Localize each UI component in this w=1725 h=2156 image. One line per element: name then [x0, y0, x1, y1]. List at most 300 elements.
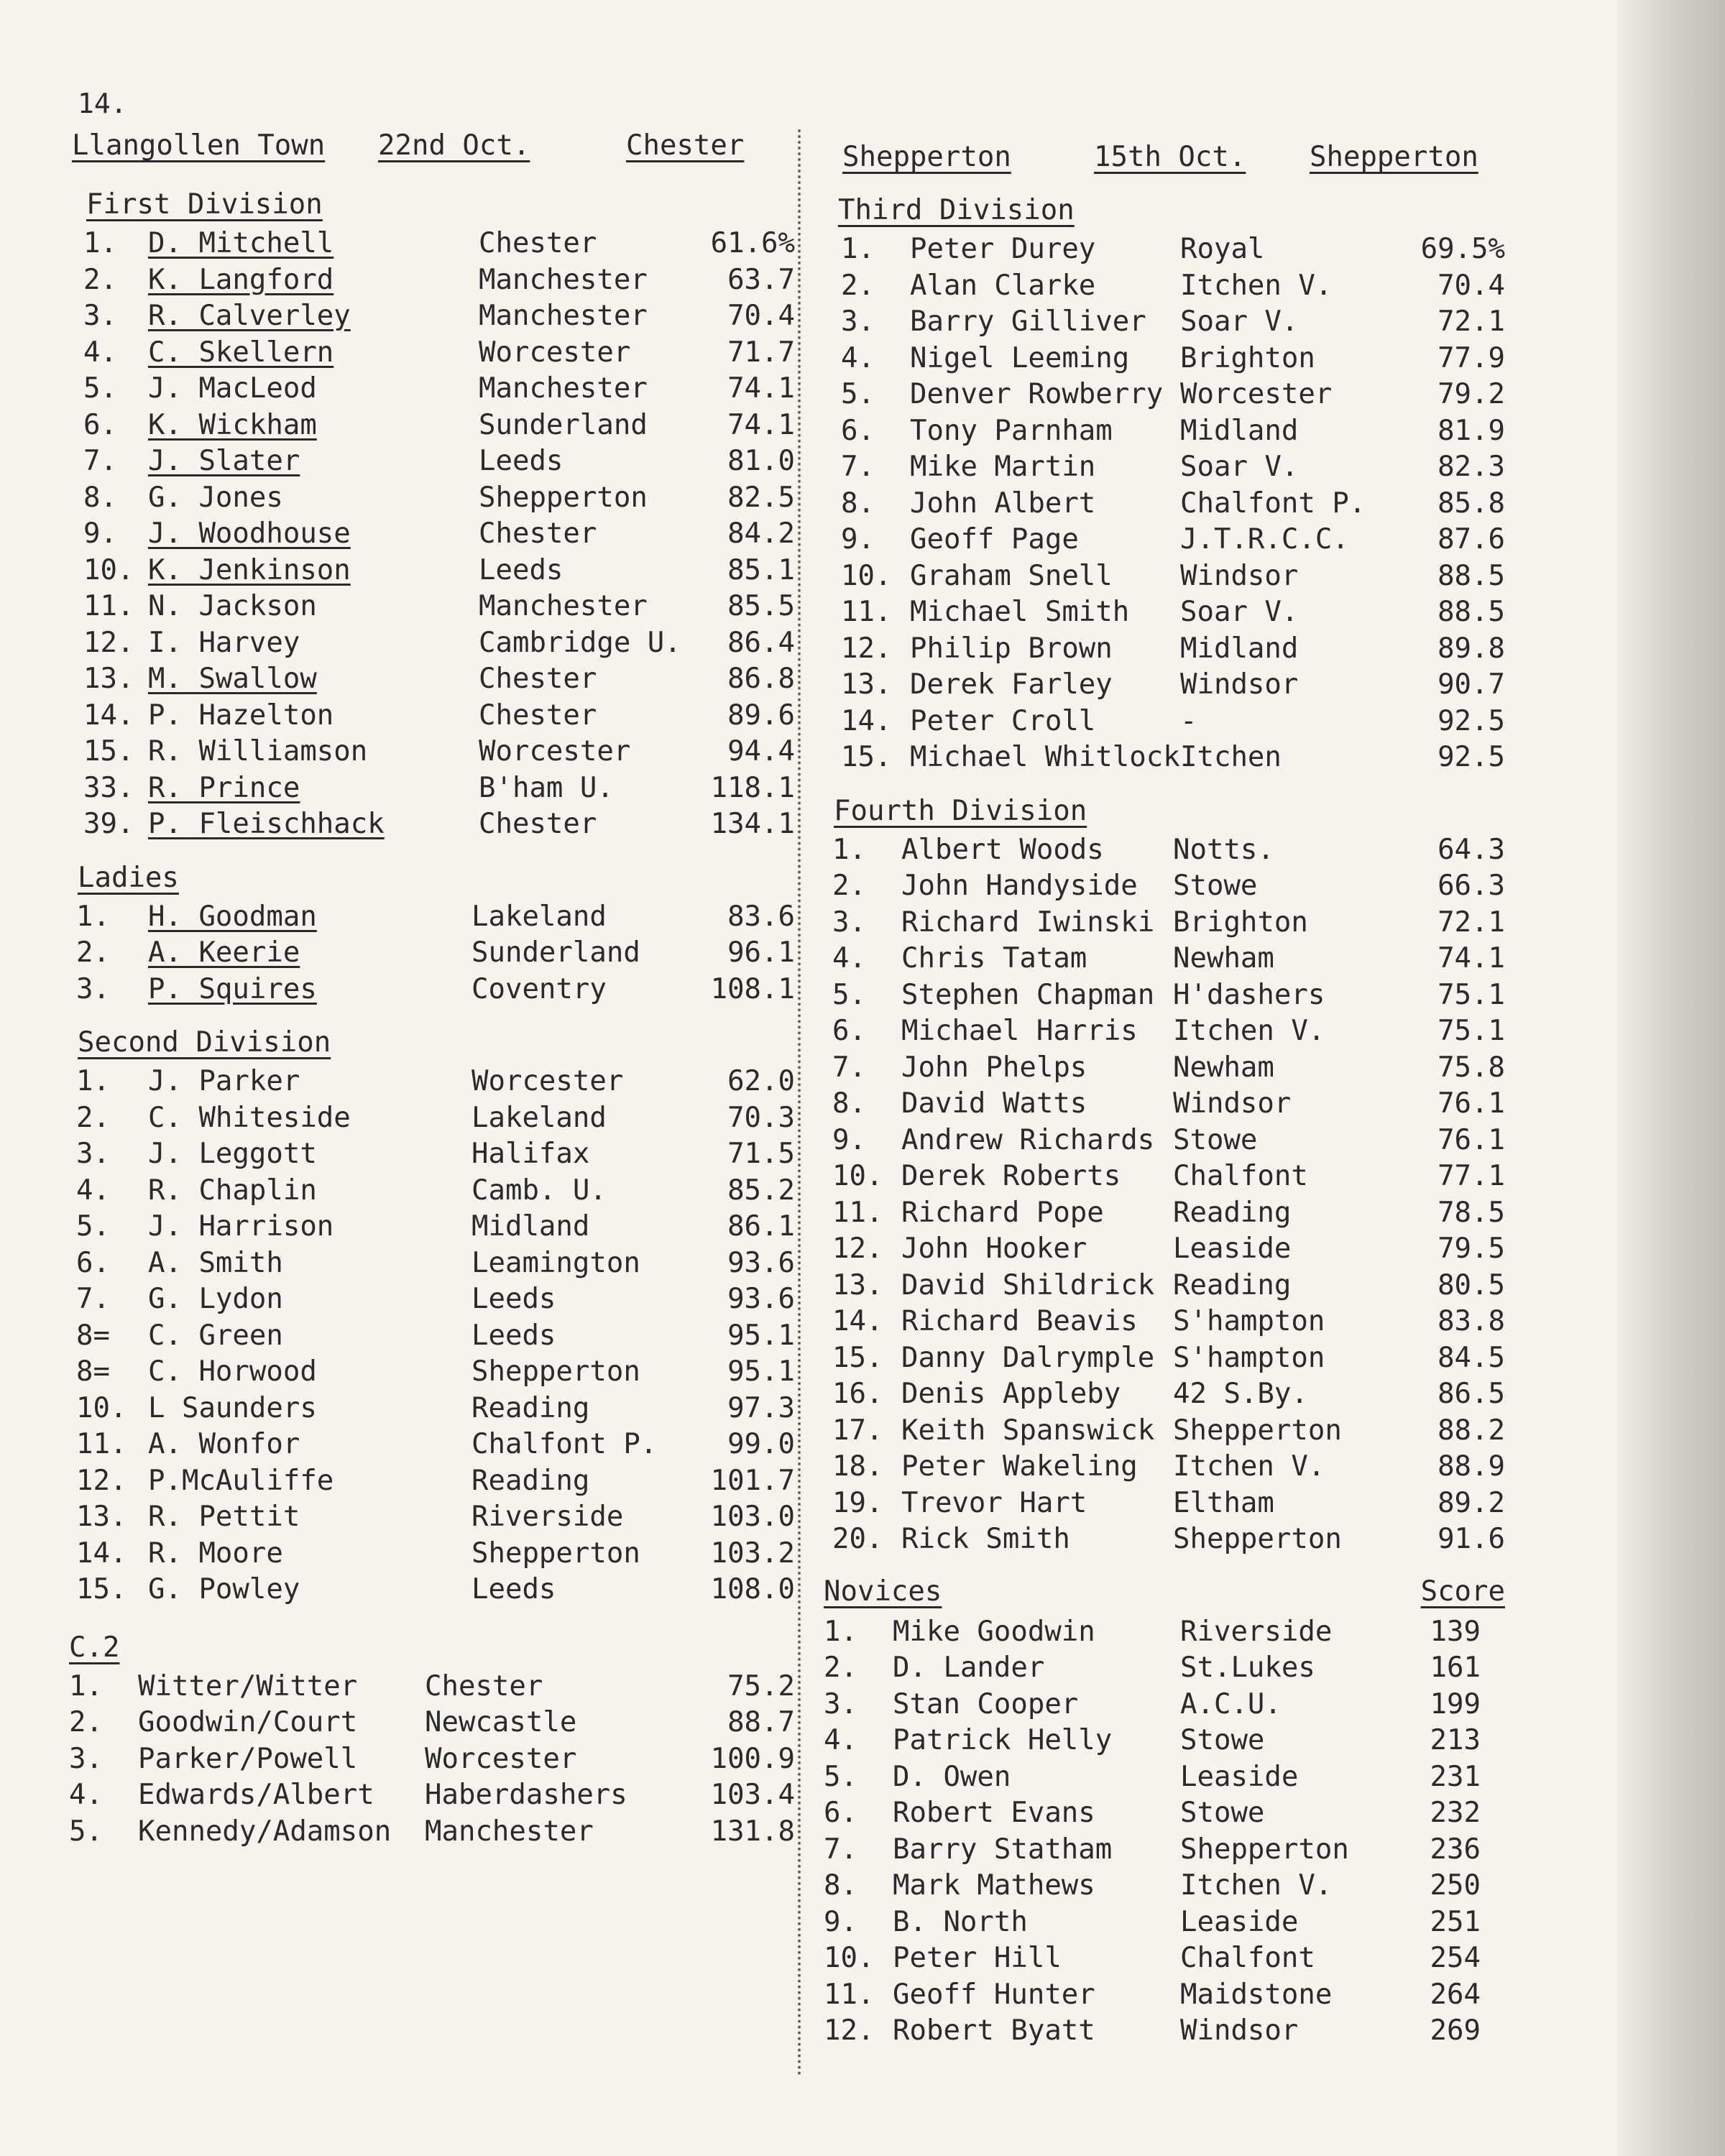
score-value: 63.7 [727, 263, 795, 296]
result-row [821, 1485, 1540, 1522]
club-name: Brighton [1180, 341, 1315, 374]
position: 4. [832, 942, 866, 975]
competitor-name: A. Wonfor [148, 1428, 300, 1460]
score-value: 88.9 [1438, 1450, 1505, 1483]
club-name: Midland [472, 1210, 590, 1243]
result-row [69, 516, 795, 553]
result-row [821, 594, 1540, 631]
score-value: 100.9 [710, 1742, 795, 1775]
position: 5. [76, 1210, 110, 1243]
result-row [69, 1100, 795, 1137]
score-value: 99.0 [727, 1428, 795, 1460]
competitor-name: Edwards/Albert [138, 1779, 374, 1811]
score-value: 95.1 [727, 1355, 795, 1388]
position: 8. [824, 1869, 857, 1902]
club-name: Stowe [1180, 1724, 1265, 1756]
first-division-list [69, 226, 795, 843]
position: 1. [76, 900, 110, 933]
club-name: Chester [479, 517, 597, 550]
result-row [821, 1340, 1540, 1377]
position: 9. [841, 523, 875, 556]
position: 4. [69, 1779, 103, 1811]
result-row [69, 1173, 795, 1210]
club-name: Shepperton [1173, 1523, 1342, 1555]
score-value: 213 [1430, 1724, 1481, 1756]
club-name: Sunderland [472, 936, 640, 969]
position: 10. [83, 553, 134, 586]
club-name: Riverside [1180, 1615, 1333, 1648]
club-name: B'ham U. [479, 771, 614, 804]
result-row [69, 1741, 795, 1778]
score-value: 231 [1430, 1760, 1481, 1793]
section-title: First Division [86, 188, 323, 221]
competitor-name: J. MacLeod [148, 372, 317, 405]
result-row [69, 1136, 795, 1173]
result-row [69, 661, 795, 698]
result-row [821, 341, 1540, 377]
result-row [821, 1050, 1540, 1087]
competitor-name: L Saunders [148, 1391, 317, 1424]
result-row [821, 1904, 1540, 1941]
club-name: Shepperton [472, 1355, 640, 1388]
result-row [69, 226, 795, 262]
competitor-name: Michael Whitlock [910, 741, 1180, 773]
score-value: 89.6 [727, 699, 795, 732]
position: 3. [832, 906, 866, 939]
competitor-name: Robert Byatt [893, 2014, 1095, 2047]
competitor-name: Richard Beavis [901, 1305, 1138, 1337]
score-value: 131.8 [710, 1815, 795, 1848]
competitor-name: R. Chaplin [148, 1174, 317, 1207]
result-row [821, 522, 1540, 558]
competitor-name: Chris Tatam [901, 942, 1087, 975]
result-row [821, 631, 1540, 668]
position: 6. [832, 1015, 866, 1047]
left-venue: Llangollen Town [72, 129, 326, 162]
result-row [821, 1413, 1540, 1450]
score-value: 269 [1430, 2014, 1481, 2047]
score-value: 88.5 [1438, 596, 1505, 628]
competitor-name: Parker/Powell [138, 1742, 358, 1775]
position: 12. [76, 1464, 127, 1497]
result-row [821, 1195, 1540, 1232]
competitor-name: Goodwin/Court [138, 1706, 358, 1738]
score-value: 103.4 [710, 1779, 795, 1811]
score-value: 87.6 [1438, 523, 1505, 556]
club-name: Worcester [479, 336, 631, 369]
club-name: Shepperton [472, 1537, 640, 1570]
section-title: Second Division [78, 1026, 331, 1059]
result-row [821, 704, 1540, 740]
position: 3. [76, 972, 110, 1005]
left-date: 22nd Oct. [378, 129, 530, 162]
club-name: Chester [425, 1669, 543, 1703]
competitor-name: Derek Roberts [901, 1160, 1121, 1192]
club-name: Windsor [1180, 2014, 1299, 2047]
club-name: Worcester [425, 1742, 577, 1775]
position: 6. [841, 414, 875, 447]
position: 17. [832, 1414, 883, 1447]
club-name: Worcester [479, 735, 631, 768]
left-club: Chester [626, 129, 745, 162]
result-row [69, 899, 795, 936]
score-value: 96.1 [727, 936, 795, 969]
competitor-name: Albert Woods [901, 833, 1104, 866]
score-value: 79.5 [1438, 1233, 1505, 1265]
result-row [69, 1318, 795, 1355]
result-row [69, 1281, 795, 1318]
score-value: 92.5 [1438, 704, 1505, 737]
position: 12. [841, 632, 892, 665]
result-row [821, 832, 1540, 869]
position: 14. [832, 1305, 883, 1337]
position: 5. [69, 1815, 103, 1848]
club-name: Chester [479, 227, 597, 259]
position: 13. [76, 1501, 127, 1533]
club-name: 42 S.By. [1173, 1378, 1308, 1410]
score-value: 264 [1430, 1978, 1481, 2011]
competitor-name: Peter Croll [910, 704, 1096, 737]
score-value: 64.3 [1438, 833, 1505, 866]
result-row [69, 1777, 795, 1814]
position: 6. [824, 1797, 857, 1829]
position: 7. [832, 1051, 866, 1084]
score-value: 85.5 [727, 590, 795, 622]
club-name: Stowe [1173, 870, 1258, 902]
right-column [821, 129, 1540, 2050]
score-value: 81.0 [727, 445, 795, 477]
score-value: 97.3 [727, 1391, 795, 1424]
position: 11. [76, 1428, 127, 1460]
club-name: Itchen [1180, 741, 1282, 773]
club-name: Windsor [1180, 668, 1299, 701]
position: 7. [76, 1283, 110, 1315]
position: 5. [832, 978, 866, 1011]
club-name: Coventry [472, 972, 607, 1005]
score-value: 70.4 [1438, 269, 1505, 302]
club-name: Lakeland [472, 1101, 607, 1134]
right-club: Shepperton [1310, 141, 1478, 173]
competitor-name: Andrew Richards [901, 1123, 1155, 1156]
club-name: Soar V. [1180, 305, 1299, 338]
score-value: 82.3 [1438, 451, 1505, 483]
competitor-name: Witter/Witter [138, 1669, 358, 1703]
competitor-name: David Watts [901, 1087, 1087, 1120]
club-name: Chester [479, 699, 597, 732]
position: 11. [83, 590, 134, 622]
competitor-name: R. Pettit [148, 1501, 300, 1533]
competitor-name: Barry Gilliver [910, 305, 1146, 338]
position: 2. [76, 936, 110, 969]
club-name: Leamington [472, 1246, 640, 1279]
score-value: 62.0 [727, 1065, 795, 1097]
competitor-name: John Handyside [901, 870, 1138, 902]
score-value: 85.1 [727, 553, 795, 586]
competitor-name: P. Squires [148, 972, 317, 1005]
result-row [821, 231, 1540, 268]
club-name: Reading [1173, 1196, 1292, 1229]
result-row [69, 443, 795, 480]
result-row [821, 1868, 1540, 1904]
score-value: 75.1 [1438, 1015, 1505, 1047]
club-name: Brighton [1173, 906, 1308, 939]
club-name: Maidstone [1180, 1978, 1333, 2011]
competitor-name: David Shildrick [901, 1268, 1155, 1302]
club-name: Midland [1180, 632, 1299, 665]
score-value: 75.1 [1438, 978, 1505, 1011]
competitor-name: J. Leggott [148, 1138, 317, 1170]
result-row [821, 868, 1540, 905]
score-value: 79.2 [1438, 378, 1505, 410]
position: 16. [832, 1378, 883, 1410]
competitor-name: Keith Spanswick [901, 1414, 1155, 1447]
score-value: 93.6 [727, 1283, 795, 1315]
club-name: S'hampton [1173, 1341, 1325, 1374]
competitor-name: Denis Appleby [901, 1378, 1121, 1410]
club-name: Manchester [425, 1815, 594, 1848]
result-row [821, 977, 1540, 1014]
result-row [821, 558, 1540, 595]
competitor-name: J. Slater [148, 445, 300, 477]
position: 1. [824, 1615, 857, 1648]
club-name: Manchester [479, 263, 648, 296]
result-row [821, 1123, 1540, 1159]
club-name: Chalfont [1180, 1942, 1315, 1974]
club-name: Itchen V. [1180, 1869, 1333, 1902]
score-value: 75.2 [727, 1669, 795, 1703]
club-name: Cambridge U. [479, 626, 681, 659]
club-name: Reading [1173, 1268, 1292, 1302]
position: 5. [841, 378, 875, 410]
club-name: S'hampton [1173, 1305, 1325, 1337]
club-name: St.Lukes [1180, 1651, 1315, 1684]
position: 9. [824, 1905, 857, 1938]
club-name: Leeds [479, 445, 564, 477]
competitor-name: P.McAuliffe [148, 1464, 334, 1497]
competitor-name: Robert Evans [893, 1797, 1095, 1829]
competitor-name: J. Harrison [148, 1210, 334, 1243]
result-row [821, 486, 1540, 522]
competitor-name: John Albert [910, 487, 1096, 520]
result-row [821, 1449, 1540, 1485]
score-column-header: Score [1420, 1575, 1505, 1608]
club-name: Shepperton [479, 481, 648, 514]
competitor-name: Geoff Page [910, 523, 1079, 556]
result-row [69, 1572, 795, 1608]
competitor-name: G. Jones [148, 481, 283, 514]
competitor-name: R. Williamson [148, 735, 368, 768]
result-row [821, 1723, 1540, 1759]
result-row [821, 1977, 1540, 2014]
club-name: Notts. [1173, 833, 1274, 866]
score-value: 232 [1430, 1797, 1481, 1829]
competitor-name: J. Woodhouse [148, 517, 351, 550]
result-row [821, 1304, 1540, 1340]
position: 6. [83, 408, 117, 441]
club-name: Leaside [1180, 1905, 1299, 1938]
club-name: Eltham [1173, 1486, 1274, 1519]
position: 33. [83, 771, 134, 804]
club-name: Royal [1180, 233, 1265, 265]
competitor-name: Peter Hill [893, 1942, 1062, 1974]
club-name: Chester [479, 808, 597, 840]
position: 18. [832, 1450, 883, 1483]
result-row [69, 1391, 795, 1427]
score-value: 86.4 [727, 626, 795, 659]
competitor-name: A. Keerie [148, 936, 300, 969]
position: 10. [832, 1160, 883, 1192]
score-value: 77.1 [1438, 1160, 1505, 1192]
competitor-name: K. Jenkinson [148, 553, 351, 586]
position: 3. [824, 1687, 857, 1720]
competitor-name: I. Harvey [148, 626, 300, 659]
score-value: 74.1 [727, 408, 795, 441]
result-row [821, 268, 1540, 305]
competitor-name: Stephen Chapman [901, 978, 1155, 1011]
score-value: 78.5 [1438, 1196, 1505, 1229]
left-column [69, 129, 795, 1850]
competitor-name: Michael Harris [901, 1015, 1138, 1047]
score-value: 84.5 [1438, 1341, 1505, 1374]
club-name: Lakeland [472, 900, 607, 933]
position: 1. [69, 1669, 103, 1703]
position: 8. [841, 487, 875, 520]
position: 3. [841, 305, 875, 338]
result-row [821, 377, 1540, 413]
competitor-name: Barry Statham [893, 1833, 1113, 1866]
score-value: 89.2 [1438, 1486, 1505, 1519]
competitor-name: Rick Smith [901, 1523, 1070, 1555]
club-name: Reading [472, 1391, 590, 1424]
result-row [69, 1536, 795, 1572]
position: 2. [83, 263, 117, 296]
competitor-name: Richard Pope [901, 1196, 1104, 1229]
competitor-name: C. Horwood [148, 1355, 317, 1388]
score-value: 84.2 [727, 517, 795, 550]
right-header [821, 141, 1540, 193]
competitor-name: Tony Parnham [910, 414, 1113, 447]
competitor-name: John Phelps [901, 1051, 1087, 1084]
section-title: Novices [824, 1575, 942, 1608]
competitor-name: P. Fleischhack [148, 808, 385, 840]
club-name: Manchester [479, 372, 648, 405]
club-name: Worcester [472, 1065, 624, 1097]
position: 15. [841, 741, 892, 773]
score-value: 69.5% [1420, 233, 1505, 265]
club-name: Chalfont P. [472, 1428, 658, 1460]
result-row [821, 740, 1540, 776]
position: 14. [841, 704, 892, 737]
competitor-name: Stan Cooper [893, 1687, 1079, 1720]
result-row [69, 1705, 795, 1741]
competitor-name: Peter Durey [910, 233, 1096, 265]
competitor-name: Alan Clarke [910, 269, 1096, 302]
club-name: Manchester [479, 300, 648, 332]
score-value: 103.0 [710, 1501, 795, 1533]
score-value: 101.7 [710, 1464, 795, 1497]
score-value: 134.1 [710, 808, 795, 840]
position: 3. [83, 300, 117, 332]
position: 8. [83, 481, 117, 514]
position: 8. [832, 1087, 866, 1120]
result-row [821, 1231, 1540, 1268]
position: 11. [832, 1196, 883, 1229]
score-value: 83.6 [727, 900, 795, 933]
novices-list [821, 1614, 1540, 2050]
club-name: Shepperton [1173, 1414, 1342, 1447]
position: 5. [824, 1760, 857, 1793]
position: 8= [76, 1355, 110, 1388]
score-value: 118.1 [710, 771, 795, 804]
position: 5. [83, 372, 117, 405]
club-name: - [1180, 704, 1197, 737]
result-row [821, 1759, 1540, 1796]
position: 15. [76, 1573, 127, 1606]
competitor-name: Nigel Leeming [910, 341, 1130, 374]
position: 15. [83, 735, 134, 768]
club-name: Reading [472, 1464, 590, 1497]
score-value: 88.2 [1438, 1414, 1505, 1447]
result-row [69, 1499, 795, 1536]
club-name: Newcastle [425, 1706, 577, 1738]
score-value: 139 [1430, 1615, 1481, 1648]
score-value: 93.6 [727, 1246, 795, 1279]
position: 7. [824, 1833, 857, 1866]
competitor-name: Danny Dalrymple [901, 1341, 1155, 1374]
position: 2. [69, 1706, 103, 1738]
club-name: Soar V. [1180, 596, 1299, 628]
competitor-name: R. Moore [148, 1537, 283, 1570]
result-row [69, 553, 795, 589]
competitor-name: C. Skellern [148, 336, 334, 369]
position: 4. [824, 1724, 857, 1756]
club-name: Newham [1173, 1051, 1274, 1084]
competitor-name: Mike Martin [910, 451, 1096, 483]
position: 9. [83, 517, 117, 550]
result-row [69, 1463, 795, 1500]
result-row [69, 298, 795, 335]
competitor-name: G. Lydon [148, 1283, 283, 1315]
result-row [69, 770, 795, 807]
result-row [821, 1521, 1540, 1558]
club-name: Chester [479, 663, 597, 695]
competitor-name: A. Smith [148, 1246, 283, 1279]
position: 10. [76, 1391, 127, 1424]
position: 10. [824, 1942, 875, 1974]
competitor-name: Kennedy/Adamson [138, 1815, 392, 1848]
result-row [69, 698, 795, 734]
score-value: 70.3 [727, 1101, 795, 1134]
competitor-name: John Hooker [901, 1233, 1087, 1265]
score-value: 254 [1430, 1942, 1481, 1974]
position: 1. [841, 233, 875, 265]
position: 1. [832, 833, 866, 866]
club-name: Midland [1180, 414, 1299, 447]
result-row [821, 1795, 1540, 1832]
club-name: Stowe [1173, 1123, 1258, 1156]
club-name: J.T.R.C.C. [1180, 523, 1349, 556]
competitor-name: Denver Rowberry [910, 378, 1164, 410]
position: 7. [841, 451, 875, 483]
club-name: Windsor [1180, 559, 1299, 592]
club-name: Leeds [472, 1283, 556, 1315]
club-name: Riverside [472, 1501, 624, 1533]
club-name: Camb. U. [472, 1174, 607, 1207]
competitor-name: Derek Farley [910, 668, 1113, 701]
result-row [69, 935, 795, 972]
score-value: 161 [1430, 1651, 1481, 1684]
club-name: Stowe [1180, 1797, 1265, 1829]
